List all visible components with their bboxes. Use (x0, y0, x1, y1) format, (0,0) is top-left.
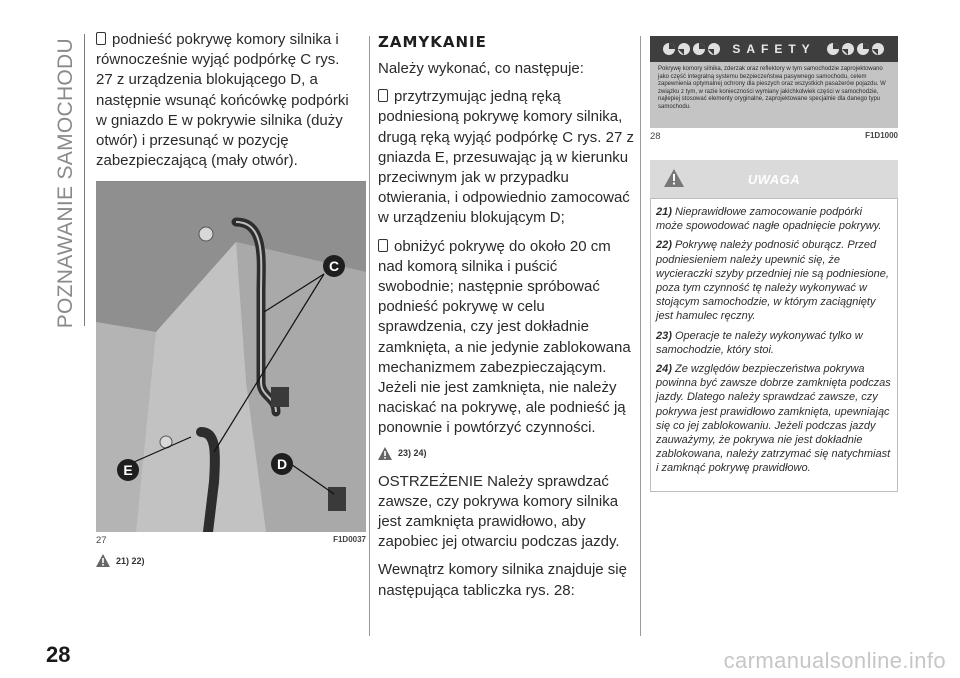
col2-refs: 23) 24) (378, 447, 634, 460)
note-21: 21) Nieprawidłowe zamocowanie podpórki może spowodować nagłe opadnięcie pokrywy. (656, 206, 882, 233)
col2-bullet-1: przytrzymując jedną ręką podniesioną pokrywę komory silnika, drugą ręką wyjąć podpórkę C rys. 27 z gniazda E, przesuwając ją w kierunku przeciwnym jak w przypadku otwierania, i odpowiednio zamocować w urządzeniu blokującym D; (378, 88, 634, 227)
column-divider-2 (640, 36, 641, 636)
section-rule (84, 34, 85, 326)
note-23: 23) Operacje te należy wykonywać tylko w samochodzie, który stoi. (656, 329, 863, 356)
safety-text: Pokrywę komory silnika, zderzak oraz reflektory w tym samochodzie zaprojektowano jako część integralną systemu bezpieczeństwa pasywnego samochodu, celem zapewnienia optymalnej ochrony dla pieszych oraz wszystkich pasażerów pojazdu. W związku z tym, w razie konieczności wymiany jakichkolwiek części w samochodzie, najlepiej stosować elementy oryginalne, zaprojektowane specjalnie dla danego typu samochodu. (658, 66, 886, 110)
col1-paragraph: podnieść pokrywę komory silnika i równocześnie wyjąć podpórkę C rys. 27 z urządzenia blokującego D, a następnie wsunąć końcówkę podpórki w gniazdo E w pokrywie silnika (duży otwór) i przesunąć w pozycję zabezpieczającą (mały otwór). (96, 31, 349, 170)
safety-word: SAFETY (732, 42, 816, 56)
col2-bullet-2: obniżyć pokrywę do około 20 cm nad komorą silnika i puścić swobodnie; następnie spróbować podnieść pokrywę w celu sprawdzenia, czy jest dokładnie zamknięta, a nie jedynie zablokowana mechanizmem zabezpieczającym. Jeżeli nie jest zamknięta, nie należy naciskać na pokrywę, ale podnieść ją ponownie i powtórzyć czynności. (378, 237, 631, 437)
figure-27-caption (96, 535, 366, 546)
column-1 (96, 30, 366, 567)
warning-icon (96, 554, 110, 567)
uwaga-notes (650, 198, 898, 492)
bullet-icon (378, 89, 388, 102)
bullet-icon (378, 239, 388, 252)
figure-27-photo (96, 181, 366, 532)
bullet-icon (96, 32, 106, 45)
note-22: 22) Pokrywę należy podnosić oburącz. Przed podniesieniem należy upewnić się, że wycieraczki szyby przedniej nie są podniesione, poza tym czynność tę należy wykonywać w stojącym samochodzie, w którym zaciągnięty jest hamulec ręczny. (656, 239, 889, 323)
column-divider-1 (369, 36, 370, 636)
figure-28-code: F1D1000 (865, 131, 898, 140)
column-3 (650, 36, 898, 492)
safety-band (650, 36, 898, 62)
page-number: 28 (46, 642, 71, 667)
section-heading: ZAMYKANIE (378, 33, 487, 51)
uwaga-title: UWAGA (747, 171, 801, 187)
col1-refs: 21) 22) (96, 554, 360, 567)
safety-pattern-icon (662, 42, 722, 56)
figure-28-number: 28 (650, 131, 661, 142)
figure-28-caption (650, 131, 898, 142)
figure-27-code: F1D0037 (333, 535, 366, 545)
column-2 (378, 30, 634, 609)
figure-27 (96, 181, 366, 546)
figure-label-e: E (123, 462, 133, 479)
figure-label-c: C (328, 258, 340, 275)
safety-label-figure (650, 36, 898, 128)
col2-intro: Należy wykonać, co następuje: (378, 60, 584, 77)
safety-pattern-icon (826, 42, 886, 56)
warning-icon (378, 447, 392, 460)
note-24: 24) Ze względów bezpieczeństwa pokrywa powinna być zawsze dobrze zamknięta podczas jazdy. Dlatego należy sprawdzać zawsze, czy pokrywa jest prawidłowo zamknięta, upewniając się co jej zablokowaniu. Jeżeli podczas jazdy zauważymy, że pokrywa nie jest dokładnie zablokowana, należy zatrzymać się natychmiast i zamknąć pokrywę prawidłowo. (656, 363, 891, 475)
engine-bay-illustration (96, 182, 366, 532)
watermark: carmanualsonline.info (723, 648, 946, 673)
col2-warning: OSTRZEŻENIE Należy sprawdzać zawsze, czy pokrywa komory silnika jest zamknięta prawidłowo, aby zapobiec jej otwarciu podczas jazdy. (378, 472, 620, 551)
col2-closing: Wewnątrz komory silnika znajduje się następująca tabliczka rys. 28: (378, 561, 627, 599)
section-title-text: POZNAWANIE SAMOCHODU (54, 37, 77, 328)
section-title (52, 18, 80, 328)
warning-icon (664, 169, 684, 187)
uwaga-header (650, 160, 898, 198)
uwaga-box (650, 160, 898, 492)
figure-label-d: D (276, 456, 288, 473)
figure-27-number: 27 (96, 535, 107, 547)
